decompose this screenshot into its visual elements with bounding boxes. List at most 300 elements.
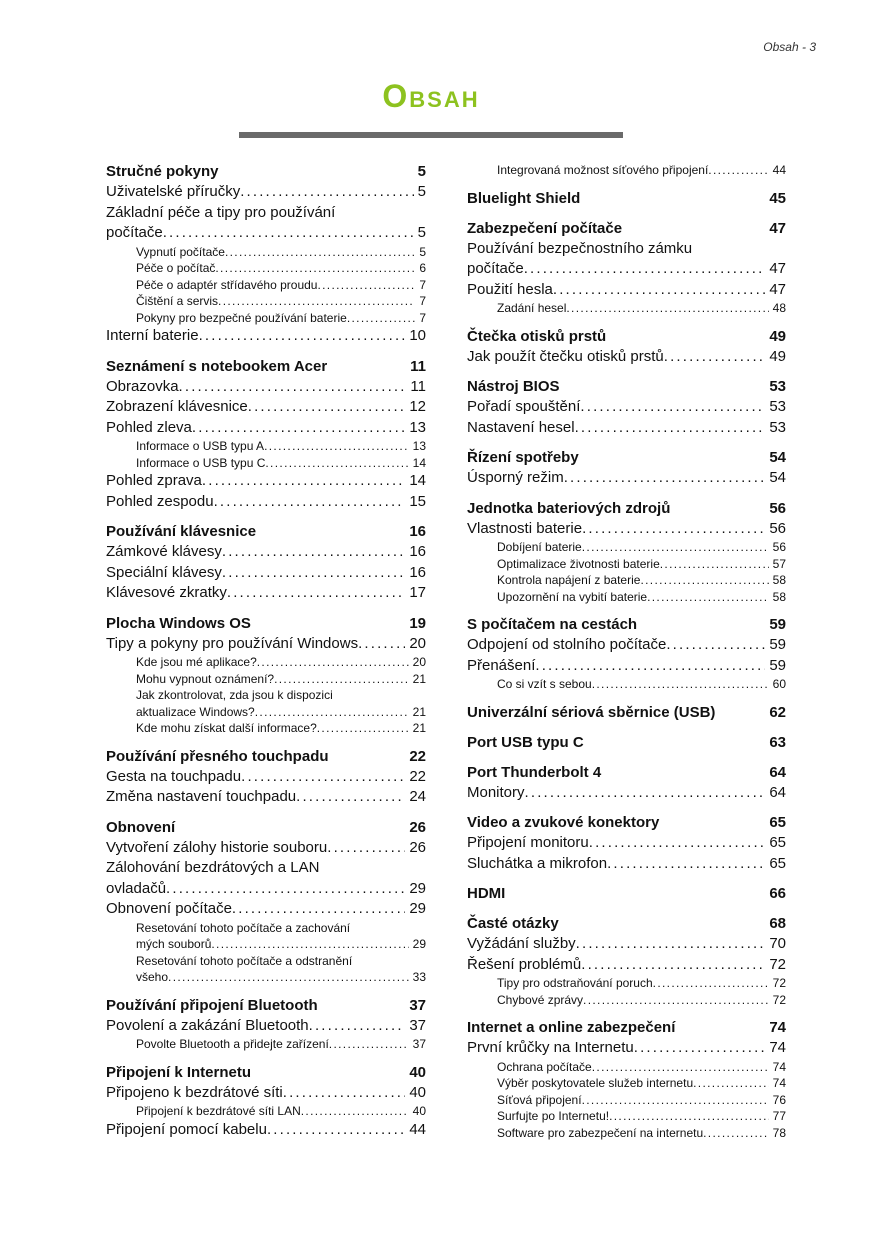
toc-page-number: 14 [412, 455, 426, 470]
toc-page-number: 5 [417, 224, 426, 241]
toc-dot-leader [283, 1083, 406, 1104]
toc-dot-leader [296, 787, 405, 808]
toc-entry-title: Dobíjení baterie [497, 540, 582, 554]
toc-page-number: 66 [769, 885, 786, 902]
toc-page-number: 47 [769, 280, 786, 298]
toc-section-entry[interactable] [106, 634, 426, 655]
toc-entry-title: Surfujte po Internetu! [497, 1109, 610, 1123]
toc-section-entry[interactable] [106, 182, 426, 203]
toc-page-number: 5 [419, 244, 426, 259]
toc-entry-title: Vlastnosti baterie [467, 519, 583, 537]
toc-page-number: 26 [409, 818, 426, 836]
toc-page-number: 59 [769, 636, 786, 653]
toc-subsection-entry[interactable] [467, 1059, 786, 1076]
toc-entry-title: Použití hesla [467, 280, 553, 298]
toc-page-number: 15 [409, 492, 426, 510]
toc-subsection-entry[interactable] [106, 720, 426, 737]
toc-entry-title: Kde jsou mé aplikace? [136, 655, 257, 669]
toc-chapter-entry[interactable] [467, 733, 786, 753]
toc-entry-title: Úsporný režim [467, 469, 564, 486]
toc-page-number: 40 [412, 1104, 426, 1118]
toc-entry-title: HDMI [467, 885, 506, 902]
toc-dot-leader [202, 471, 405, 492]
toc-chapter-entry[interactable] [467, 615, 786, 635]
toc-page-number: 7 [419, 277, 426, 292]
toc-subsection-entry[interactable] [106, 687, 426, 720]
toc-page-number: 37 [412, 1037, 426, 1051]
toc-entry-title: Upozornění na vybití baterie [497, 589, 648, 604]
toc-page-number: 78 [772, 1125, 786, 1140]
toc-subsection-entry[interactable] [467, 1125, 786, 1142]
toc-dot-leader [241, 767, 405, 788]
toc-subsection-entry[interactable] [467, 1075, 786, 1092]
toc-subsection-entry[interactable] [106, 455, 426, 472]
toc-dot-leader [582, 519, 765, 540]
toc-dot-leader [693, 1075, 769, 1092]
toc-page-number: 44 [772, 163, 786, 177]
toc-entry-title: Změna nastavení touchpadu [106, 788, 297, 805]
toc-dot-leader [583, 992, 769, 1009]
toc-section-entry[interactable] [467, 347, 786, 368]
toc-entry-title: Zobrazení klávesnice [106, 398, 248, 415]
toc-subsection-entry[interactable] [467, 1108, 786, 1125]
toc-subsection-entry[interactable] [106, 1036, 426, 1053]
toc-entry-title: Používání připojení Bluetooth [106, 996, 318, 1014]
toc-section-entry[interactable] [106, 1016, 426, 1037]
toc-entry-title: počítače [467, 260, 524, 277]
toc-dot-leader [218, 293, 415, 310]
toc-page-number: 21 [412, 671, 426, 686]
toc-section-entry[interactable] [467, 854, 786, 875]
toc-entry-title: Sluchátka a mikrofon [467, 854, 608, 872]
toc-page-number: 74 [769, 1039, 786, 1056]
toc-entry-title: Pohled zespodu [106, 492, 214, 510]
toc-entry-title: Kde mohu získat další informace? [136, 721, 317, 735]
toc-dot-leader [192, 418, 405, 439]
toc-entry-title: Pokyny pro bezpečné používání baterie [136, 310, 347, 325]
toc-section-entry[interactable] [467, 280, 786, 301]
toc-dot-leader [592, 676, 769, 693]
toc-dot-leader [274, 671, 409, 688]
toc-page-number: 16 [409, 523, 426, 540]
toc-dot-leader [329, 1036, 409, 1053]
toc-dot-leader [525, 783, 766, 804]
toc-entry-title: Obnovení počítače [106, 900, 232, 917]
toc-entry-title: Pořadí spouštění [467, 398, 581, 415]
toc-dot-leader [535, 656, 765, 677]
toc-section-entry[interactable] [106, 397, 426, 418]
toc-section-entry[interactable] [106, 787, 426, 808]
toc-subsection-entry[interactable] [106, 671, 426, 688]
toc-subsection-entry[interactable] [106, 438, 426, 455]
toc-page-number: 58 [772, 573, 786, 587]
toc-right-column [467, 162, 786, 1141]
toc-subsection-entry[interactable] [106, 920, 426, 953]
toc-dot-leader [607, 854, 765, 875]
toc-dot-leader [582, 1092, 769, 1109]
toc-page-number: 57 [772, 556, 786, 571]
toc-subsection-entry[interactable] [467, 589, 786, 606]
toc-dot-leader [317, 277, 415, 294]
toc-entry-title: Interní baterie [106, 327, 199, 344]
toc-page-number: 40 [409, 1083, 426, 1101]
toc-page-number: 60 [772, 677, 786, 691]
toc-dot-leader [179, 377, 407, 398]
toc-entry-title-line: Používání bezpečnostního zámku [467, 239, 693, 257]
toc-entry-title: všeho [136, 970, 169, 984]
toc-page-number: 65 [769, 814, 786, 831]
toc-page-number: 21 [412, 721, 426, 735]
toc-entry-title: Nastavení hesel [467, 418, 575, 436]
toc-dot-leader [232, 899, 405, 920]
toc-entry-title: Připojení monitoru [467, 834, 589, 851]
toc-dot-leader [634, 1038, 766, 1059]
toc-subsection-entry[interactable] [467, 162, 786, 179]
toc-entry-title: Uživatelské příručky [106, 183, 241, 200]
toc-page-number: 74 [769, 1019, 786, 1036]
toc-page-number: 65 [769, 834, 786, 851]
toc-subsection-entry[interactable] [106, 953, 426, 986]
toc-dot-leader [257, 654, 409, 671]
toc-chapter-entry[interactable] [467, 813, 786, 833]
toc-entry-title: Přenášení [467, 656, 536, 674]
toc-page-number: 10 [409, 327, 426, 344]
toc-dot-leader [703, 1125, 769, 1142]
toc-page-number: 74 [772, 1076, 786, 1090]
toc-entry-title: Port USB typu C [467, 733, 584, 751]
toc-subsection-entry[interactable] [467, 1092, 786, 1109]
toc-subsection-entry[interactable] [467, 676, 786, 693]
toc-page-number: 7 [419, 294, 426, 308]
title-underline [239, 132, 623, 138]
toc-page-number: 13 [412, 439, 426, 453]
toc-entry-title: Obnovení [106, 818, 176, 836]
toc-page-number: 58 [772, 589, 786, 604]
toc-chapter-entry[interactable] [467, 189, 786, 209]
toc-page-number: 29 [409, 900, 426, 917]
toc-page-number: 20 [412, 655, 426, 669]
toc-entry-title-line: Resetování tohoto počítače a odstranění [136, 953, 353, 968]
toc-page-number: 76 [772, 1092, 786, 1107]
toc-page-number: 74 [772, 1059, 786, 1074]
toc-page-number: 17 [409, 584, 426, 601]
toc-dot-leader [222, 542, 405, 563]
toc-section-entry[interactable] [467, 833, 786, 854]
toc-page-number: 64 [769, 763, 786, 781]
toc-section-entry[interactable] [106, 471, 426, 492]
toc-section-entry[interactable] [106, 858, 426, 899]
toc-dot-leader [653, 975, 769, 992]
toc-subsection-entry[interactable] [467, 556, 786, 573]
toc-section-entry[interactable] [106, 583, 426, 604]
toc-entry-title: Vyžádání služby [467, 935, 576, 952]
toc-section-entry[interactable] [106, 203, 426, 244]
toc-page-number: 54 [769, 449, 786, 466]
toc-dot-leader [708, 162, 768, 179]
toc-entry-title: Ochrana počítače [497, 1059, 592, 1074]
toc-page-number: 65 [769, 854, 786, 872]
toc-entry-title: Internet a online zabezpečení [467, 1019, 676, 1036]
toc-page-number: 37 [409, 1016, 426, 1034]
toc-subsection-entry[interactable] [106, 1103, 426, 1120]
toc-dot-leader [211, 936, 408, 953]
toc-entry-title: Odpojení od stolního počítače [467, 636, 667, 653]
toc-page-number: 6 [419, 261, 426, 275]
toc-section-entry[interactable] [106, 492, 426, 513]
page-header-label: Obsah - 3 [763, 40, 816, 54]
toc-page-number: 63 [769, 733, 786, 751]
toc-dot-leader [640, 572, 768, 589]
toc-dot-leader [255, 704, 409, 721]
toc-entry-title: Používání klávesnice [106, 523, 257, 540]
toc-entry-title: Zabezpečení počítače [467, 219, 623, 237]
toc-chapter-entry[interactable] [467, 327, 786, 347]
toc-entry-title: S počítačem na cestách [467, 616, 638, 633]
toc-subsection-entry[interactable] [467, 572, 786, 589]
toc-dot-leader [589, 833, 766, 854]
toc-section-entry[interactable] [106, 767, 426, 788]
toc-dot-leader [576, 934, 766, 955]
toc-entry-title: Bluelight Shield [467, 189, 581, 207]
toc-subsection-entry[interactable] [106, 310, 426, 327]
page-title: Obsah [382, 78, 480, 114]
toc-entry-title: Připojení k bezdrátové síti LAN [136, 1104, 301, 1118]
toc-subsection-entry[interactable] [106, 260, 426, 277]
toc-section-entry[interactable] [467, 934, 786, 955]
toc-dot-leader [664, 347, 766, 368]
toc-subsection-entry[interactable] [106, 654, 426, 671]
toc-page-number: 33 [412, 970, 426, 984]
toc-entry-title-line: Základní péče a tipy pro používání [106, 203, 336, 221]
toc-page-number: 68 [769, 915, 786, 932]
toc-page-number: 53 [769, 418, 786, 436]
toc-page-number: 53 [769, 398, 786, 415]
toc-chapter-entry[interactable] [467, 1018, 786, 1038]
toc-page-number: 72 [772, 992, 786, 1007]
toc-entry-title: Péče o adaptér střídavého proudu [136, 277, 318, 292]
toc-dot-leader [215, 260, 415, 277]
toc-chapter-entry[interactable] [467, 914, 786, 934]
toc-page-number: 45 [769, 189, 786, 207]
toc-subsection-entry[interactable] [467, 539, 786, 556]
toc-entry-title: Video a zvukové konektory [467, 814, 660, 831]
toc-page-number: 59 [769, 656, 786, 674]
toc-page-number: 56 [769, 499, 786, 517]
toc-dot-leader [163, 223, 414, 244]
toc-entry-title: Gesta na touchpadu [106, 767, 242, 785]
toc-chapter-entry[interactable] [467, 448, 786, 468]
toc-entry-title: Port Thunderbolt 4 [467, 763, 602, 781]
toc-page-number: 29 [412, 937, 426, 951]
toc-dot-leader [317, 720, 409, 737]
toc-entry-title: Vytvoření zálohy historie souboru [106, 838, 328, 856]
toc-dot-leader [581, 955, 765, 976]
toc-entry-title: Péče o počítač [136, 261, 216, 275]
toc-entry-title: Nástroj BIOS [467, 378, 560, 395]
toc-page-number: 16 [409, 543, 426, 560]
toc-section-entry[interactable] [467, 635, 786, 656]
toc-page-number: 53 [769, 378, 786, 395]
toc-dot-leader [222, 563, 405, 584]
toc-page-number: 56 [772, 540, 786, 554]
toc-page-number: 40 [409, 1063, 426, 1081]
toc-entry-title: Řešení problémů [467, 955, 582, 973]
toc-section-entry[interactable] [467, 418, 786, 439]
toc-dot-leader [168, 969, 409, 986]
toc-entry-title: Vypnutí počítače [136, 244, 225, 259]
toc-section-entry[interactable] [467, 397, 786, 418]
toc-dot-leader [166, 879, 405, 900]
toc-subsection-entry[interactable] [467, 975, 786, 992]
toc-entry-title: Monitory [467, 783, 525, 801]
toc-entry-title: Univerzální sériová sběrnice (USB) [467, 703, 716, 721]
toc-entry-title: Chybové zprávy [497, 992, 584, 1007]
toc-entry-title: Informace o USB typu A [136, 439, 265, 453]
toc-entry-title: Speciální klávesy [106, 563, 222, 581]
toc-dot-leader [647, 589, 769, 606]
toc-page-number: 64 [769, 783, 786, 801]
toc-dot-leader [327, 838, 405, 859]
toc-section-entry[interactable] [106, 377, 426, 398]
toc-chapter-entry[interactable] [467, 377, 786, 397]
toc-subsection-entry[interactable] [106, 244, 426, 261]
toc-page-number: 5 [417, 183, 426, 200]
toc-entry-title: Kontrola napájení z baterie [497, 573, 641, 587]
toc-section-entry[interactable] [106, 899, 426, 920]
toc-entry-title: aktualizace Windows? [136, 704, 255, 719]
toc-entry-title: Zámkové klávesy [106, 543, 222, 560]
toc-page-number: 12 [409, 398, 426, 415]
toc-chapter-entry[interactable] [106, 357, 426, 377]
toc-section-entry[interactable] [467, 468, 786, 489]
toc-page-number: 49 [769, 327, 786, 345]
toc-page-number: 72 [769, 955, 786, 973]
toc-page-number: 24 [409, 788, 426, 805]
toc-page-number: 77 [772, 1109, 786, 1123]
toc-page-number: 72 [772, 976, 786, 990]
toc-dot-leader [582, 539, 769, 556]
toc-page-number: 26 [409, 838, 426, 856]
toc-entry-title: Pohled zleva [106, 418, 192, 436]
toc-chapter-entry[interactable] [467, 219, 786, 239]
toc-chapter-entry[interactable] [106, 162, 426, 182]
toc-entry-title: Tipy a pokyny pro používání Windows [106, 634, 359, 652]
toc-chapter-entry[interactable] [106, 996, 426, 1016]
toc-entry-title: Stručné pokyny [106, 163, 219, 180]
toc-section-entry[interactable] [467, 955, 786, 976]
toc-entry-title: Co si vzít s sebou [497, 677, 592, 691]
toc-section-entry[interactable] [106, 1120, 426, 1141]
toc-page-number: 44 [409, 1120, 426, 1138]
toc-chapter-entry[interactable] [106, 614, 426, 634]
toc-page-number: 11 [410, 357, 426, 375]
toc-section-entry[interactable] [106, 838, 426, 859]
toc-chapter-entry[interactable] [467, 499, 786, 519]
toc-page-number: 5 [417, 163, 426, 180]
toc-dot-leader [265, 455, 408, 472]
toc-dot-leader [248, 397, 406, 418]
toc-page-number: 19 [409, 614, 426, 632]
toc-section-entry[interactable] [106, 418, 426, 439]
toc-dot-leader [564, 468, 766, 489]
toc-entry-title: Síťová připojení [497, 1092, 582, 1107]
toc-section-entry[interactable] [106, 563, 426, 584]
toc-chapter-entry[interactable] [467, 884, 786, 904]
toc-chapter-entry[interactable] [106, 747, 426, 767]
toc-entry-title: Integrovaná možnost síťového připojení [497, 163, 709, 177]
toc-page-number: 48 [772, 301, 786, 315]
toc-entry-title: Čištění a servis [136, 294, 219, 308]
toc-section-entry[interactable] [106, 326, 426, 347]
toc-entry-title-line: Zálohování bezdrátových a LAN [106, 859, 320, 876]
toc-entry-title-line: Jak zkontrolovat, zda jsou k dispozici [136, 688, 333, 702]
toc-page-number: 70 [769, 935, 786, 952]
toc-dot-leader [592, 1059, 769, 1076]
toc-page-number: 16 [409, 563, 426, 581]
toc-entry-title: Výběr poskytovatele služeb internetu [497, 1076, 694, 1090]
toc-entry-title-line: Resetování tohoto počítače a zachování [136, 920, 351, 935]
toc-subsection-entry[interactable] [106, 293, 426, 310]
toc-dot-leader [225, 244, 415, 261]
toc-entry-title: Software pro zabezpečení na internetu [497, 1125, 704, 1140]
toc-section-entry[interactable] [106, 542, 426, 563]
toc-section-entry[interactable] [106, 1083, 426, 1104]
toc-dot-leader [264, 438, 409, 455]
toc-chapter-entry[interactable] [467, 763, 786, 783]
toc-dot-leader [214, 492, 406, 513]
toc-entry-title: ovladačů [106, 879, 167, 897]
toc-section-entry[interactable] [467, 656, 786, 677]
toc-dot-leader [301, 1103, 409, 1120]
toc-chapter-entry[interactable] [467, 703, 786, 723]
toc-dot-leader [199, 326, 406, 347]
toc-page-number: 22 [409, 767, 426, 785]
toc-entry-title: Čtečka otisků prstů [467, 327, 607, 345]
toc-dot-leader [575, 418, 766, 439]
toc-entry-title: Jednotka bateriových zdrojů [467, 499, 671, 517]
toc-page-number: 20 [409, 634, 426, 652]
toc-entry-title: Plocha Windows OS [106, 614, 251, 632]
toc-dot-leader [660, 556, 769, 573]
toc-section-entry[interactable] [467, 1038, 786, 1059]
toc-dot-leader [553, 280, 765, 301]
toc-chapter-entry[interactable] [106, 818, 426, 838]
toc-dot-leader [267, 1120, 405, 1141]
toc-section-entry[interactable] [467, 239, 786, 280]
toc-chapter-entry[interactable] [106, 1063, 426, 1083]
toc-section-entry[interactable] [467, 519, 786, 540]
toc-entry-title: Připojení pomocí kabelu [106, 1120, 267, 1138]
toc-entry-title: Tipy pro odstraňování poruch [497, 976, 653, 990]
toc-page-number: 14 [409, 472, 426, 489]
toc-entry-title: Jak použít čtečku otisků prstů [467, 347, 664, 365]
toc-entry-title: Povolte Bluetooth a přidejte zařízení [136, 1037, 329, 1051]
toc-subsection-entry[interactable] [467, 300, 786, 317]
toc-entry-title: Řízení spotřeby [467, 449, 579, 466]
toc-entry-title: Klávesové zkratky [106, 584, 227, 601]
toc-entry-title: Připojeno k bezdrátové síti [106, 1083, 283, 1101]
toc-subsection-entry[interactable] [106, 277, 426, 294]
toc-subsection-entry[interactable] [467, 992, 786, 1009]
toc-section-entry[interactable] [467, 783, 786, 804]
toc-page-number: 54 [769, 469, 786, 486]
toc-dot-leader [580, 397, 765, 418]
toc-chapter-entry[interactable] [106, 522, 426, 542]
toc-entry-title: Obrazovka [106, 377, 179, 395]
toc-page-number: 47 [769, 219, 786, 237]
toc-entry-title: Pohled zprava [106, 472, 202, 489]
toc-entry-title: mých souborů [136, 937, 212, 951]
